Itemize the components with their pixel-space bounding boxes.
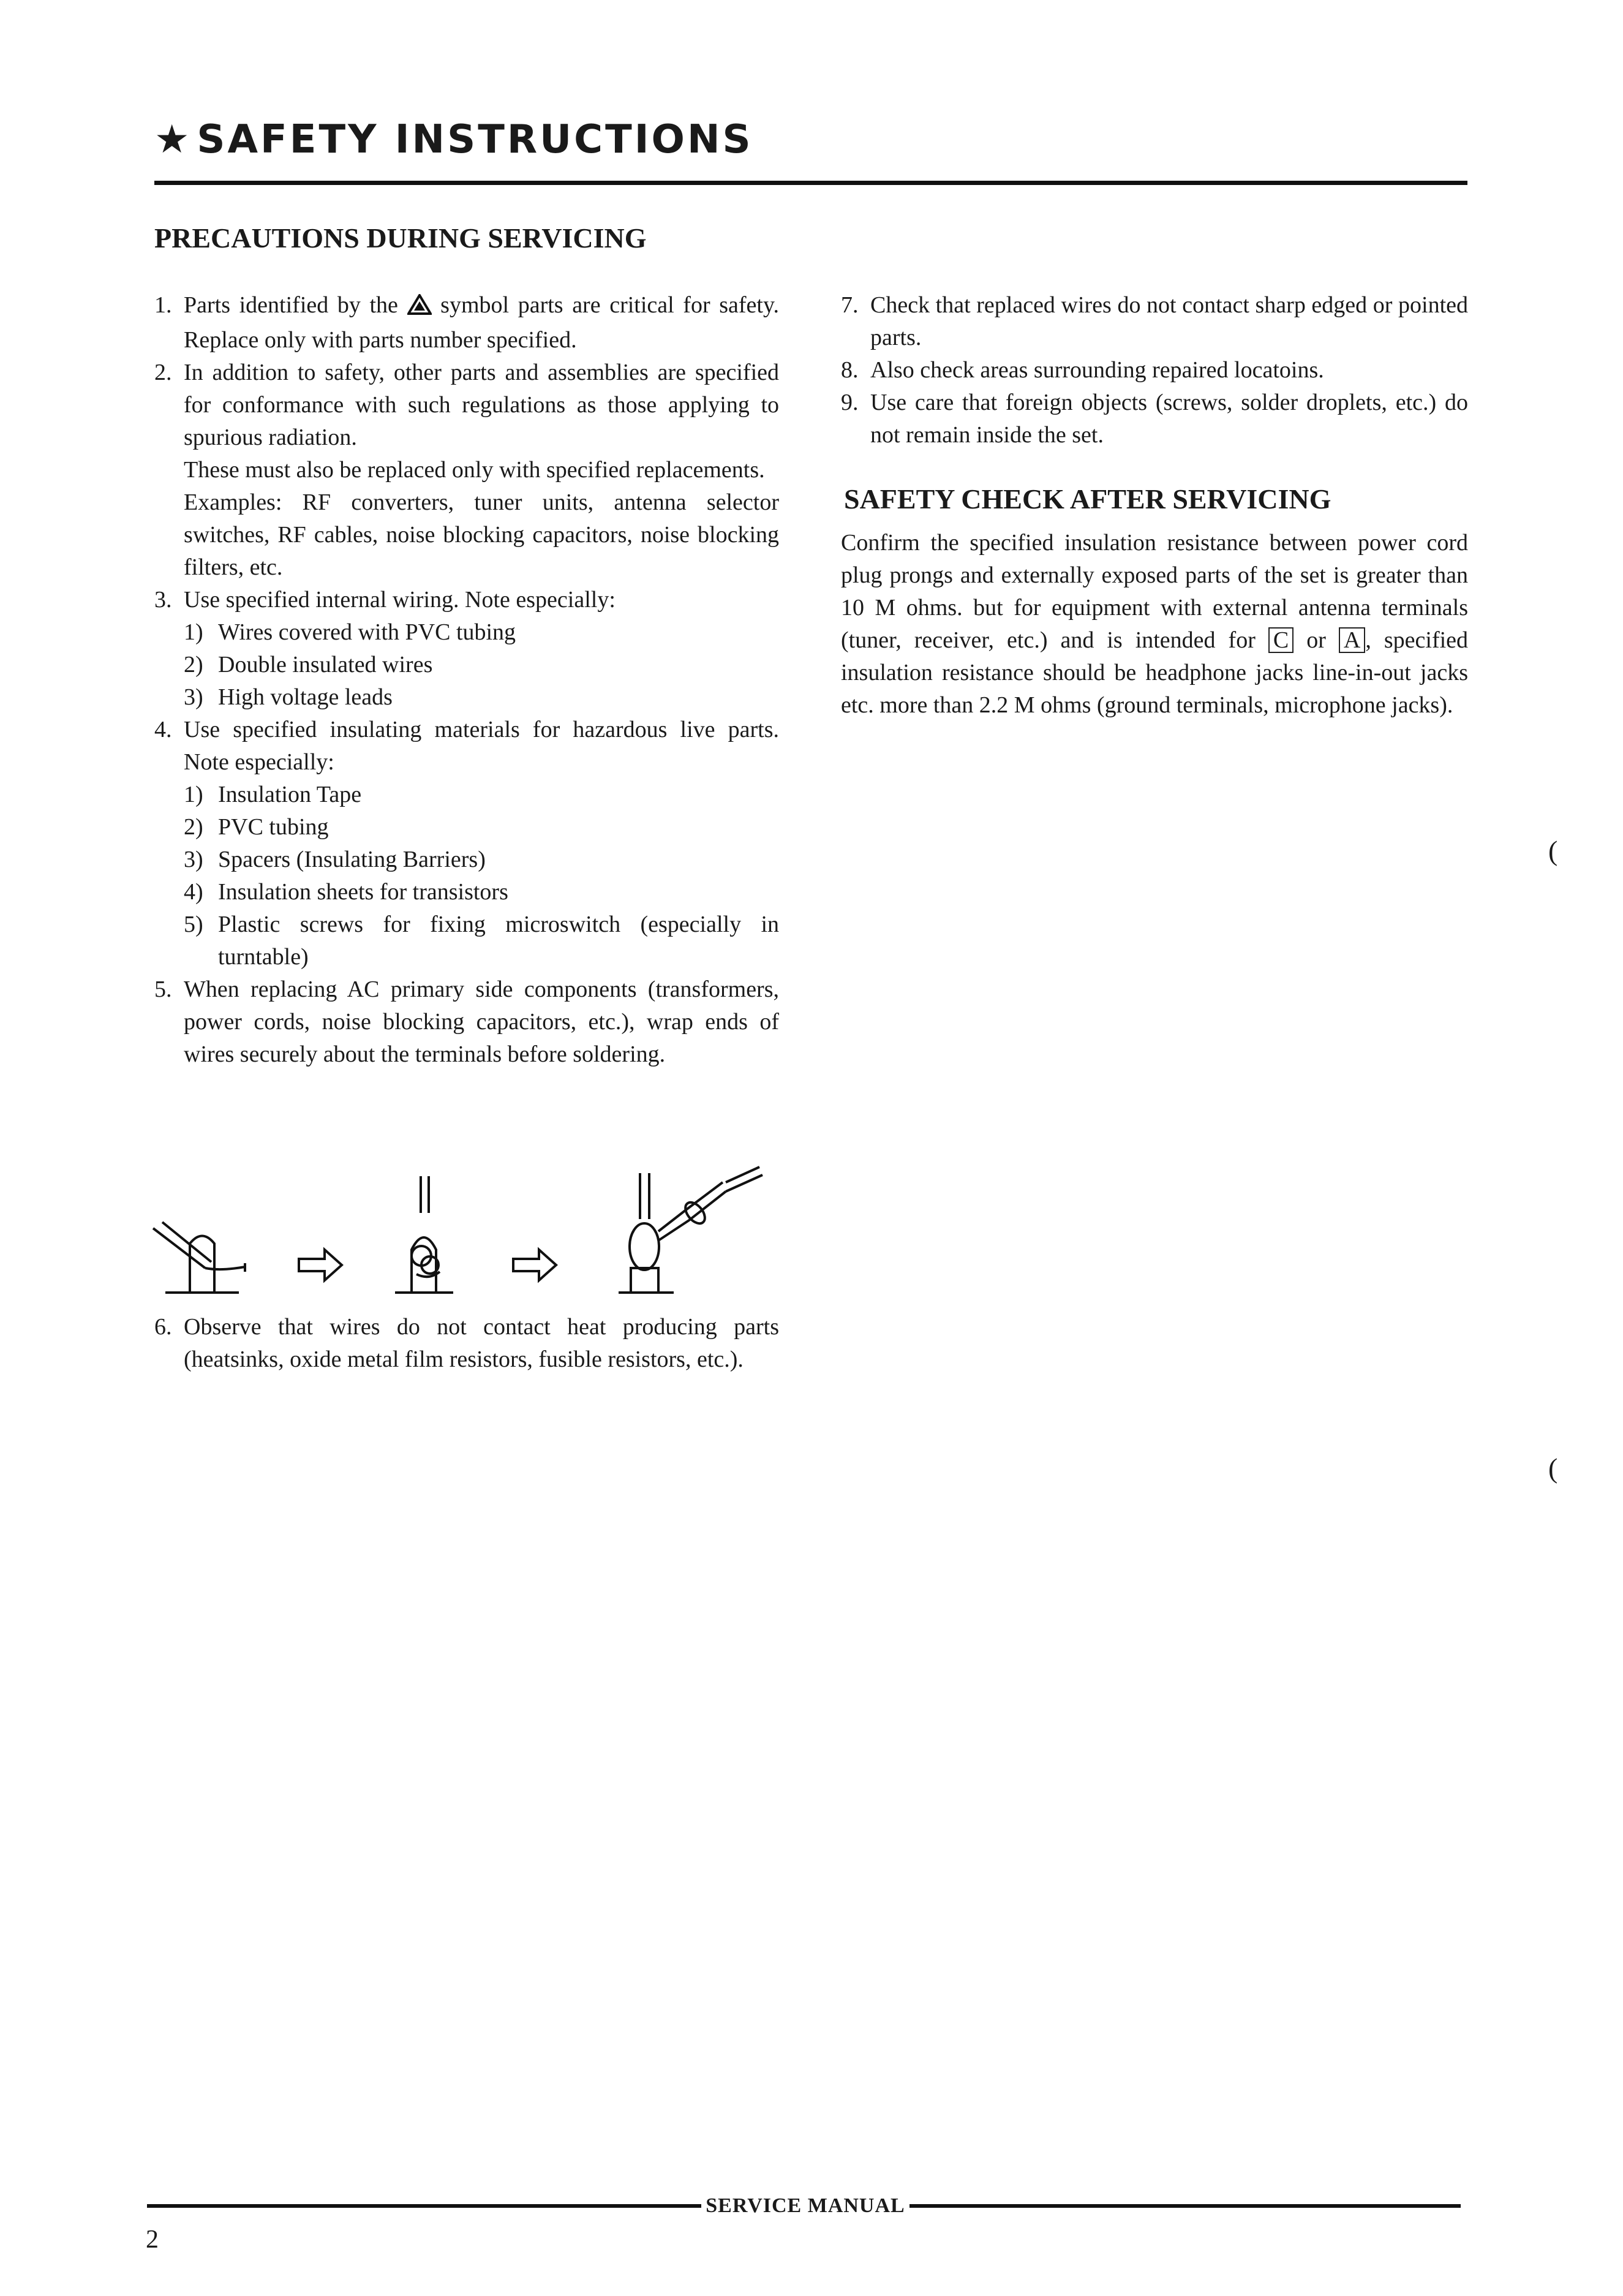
safety-check-heading: SAFETY CHECK AFTER SERVICING — [844, 483, 1331, 515]
footer-rule-right — [909, 2204, 1461, 2208]
list-item-6 — [154, 1311, 779, 1376]
sub-number: 5) — [184, 912, 203, 937]
sub-number: 2) — [184, 652, 203, 678]
sub-number: 1) — [184, 782, 203, 807]
list-number: 5. — [154, 976, 172, 1002]
star-icon: ★ — [154, 117, 192, 162]
safety-check-part2: , specified insulation resistance should be headphone jacks line-in-out jacks etc. more than 2.2 M ohms (ground terminals, microphone jacks). — [841, 627, 1469, 718]
list-number: 6. — [154, 1314, 172, 1340]
sub-text: Spacers (Insulating Barriers) — [218, 847, 486, 872]
list-number: 7. — [841, 292, 859, 318]
item3-text: Use specified internal wiring. Note especially: — [184, 587, 616, 613]
page-number: 2 — [146, 2226, 159, 2254]
item5-text: When replacing AC primary side components (transformers, power cords, noise blocking capacitors, etc.), wrap ends of wires securely about the terminals before soldering. — [184, 976, 779, 1067]
list-number: 2. — [154, 360, 172, 385]
item1-text-pre: Parts identified by the — [184, 292, 398, 318]
sub-number: 2) — [184, 814, 203, 840]
list-item-7 — [841, 289, 1468, 354]
terminal-step1-icon — [153, 1222, 245, 1293]
sub-item — [184, 908, 779, 973]
sub-number: 3) — [184, 847, 203, 872]
item6-text: Observe that wires do not contact heat producing parts (heatsinks, oxide metal film resistors, fusible resistors, etc.). — [184, 1314, 779, 1372]
sub-text: Plastic screws for fixing microswitch (especially in turntable) — [218, 912, 779, 970]
item1-text-post: symbol parts are critical for safety. Replace only with parts number specified. — [184, 292, 780, 353]
list-number: 1. — [154, 292, 172, 318]
list-number: 9. — [841, 390, 859, 415]
sub-text: Insulation sheets for transistors — [218, 879, 508, 905]
list-item-8 — [841, 354, 1468, 387]
sub-item — [184, 876, 779, 908]
footer-rule-left — [147, 2204, 701, 2208]
list-item-2 — [154, 357, 779, 584]
box-a-symbol: A — [1339, 627, 1365, 653]
safety-check-body — [841, 527, 1468, 722]
wire-wrapping-diagram — [147, 1164, 784, 1311]
sub-number: 4) — [184, 879, 203, 905]
item9-text: Use care that foreign objects (screws, solder droplets, etc.) do not remain inside the set. — [870, 390, 1468, 448]
list-item-3 — [154, 584, 779, 714]
list-item-5 — [154, 973, 779, 1071]
warning-triangle-icon — [407, 292, 432, 324]
item7-text: Check that replaced wires do not contact sharp edged or pointed parts. — [870, 292, 1468, 350]
sub-item — [184, 844, 779, 876]
title-rule — [154, 181, 1467, 185]
item8-text: Also check areas surrounding repaired locatoins. — [870, 357, 1324, 383]
sub-text: Insulation Tape — [218, 782, 362, 807]
left-column-continued — [154, 1311, 779, 1376]
safety-check-part1: Confirm the specified insulation resistance between power cord plug prongs and externally exposed parts of the set is greater than 10 M ohms. but for equipment with external antenna terminals (tuner, receiver, etc.) and is intended for — [841, 530, 1468, 653]
sub-text: High voltage leads — [218, 684, 393, 710]
sub-number: 3) — [184, 684, 203, 710]
right-arrow-icon — [299, 1250, 342, 1280]
left-column — [154, 289, 779, 1071]
or-text: or — [1306, 627, 1326, 653]
item2-text: In addition to safety, other parts and assemblies are specified for conformance with such regulations as those applying to spurious radiation. — [184, 360, 779, 450]
page-title-text: SAFETY INSTRUCTIONS — [197, 117, 753, 162]
sub-number: 1) — [184, 619, 203, 645]
box-c-symbol: C — [1268, 627, 1294, 653]
margin-mark: ( — [1548, 835, 1558, 866]
sub-item — [184, 811, 779, 844]
right-column — [841, 289, 1468, 451]
list-number: 8. — [841, 357, 859, 383]
sub-item — [184, 616, 779, 649]
sub-item — [184, 779, 779, 811]
list-item-4 — [154, 714, 779, 973]
item2-para2: These must also be replaced only with specified replacements. — [184, 457, 765, 483]
sub-item — [184, 649, 779, 681]
page-title — [154, 117, 753, 162]
list-item-1 — [154, 289, 779, 357]
safety-check-text — [841, 527, 1468, 722]
item4-text: Use specified insulating materials for hazardous live parts. Note especially: — [184, 717, 779, 775]
terminal-step2-icon — [395, 1176, 453, 1293]
list-item-9 — [841, 387, 1468, 451]
list-number: 4. — [154, 717, 172, 742]
precautions-heading: PRECAUTIONS DURING SERVICING — [154, 222, 647, 254]
item2-para3: Examples: RF converters, tuner units, antenna selector switches, RF cables, noise blocking capacitors, noise blocking filters, etc. — [184, 489, 779, 580]
sub-text: Double insulated wires — [218, 652, 433, 678]
right-arrow-icon — [513, 1250, 556, 1280]
footer-label: SERVICE MANUAL — [706, 2194, 905, 2217]
margin-mark: ( — [1548, 1452, 1558, 1484]
list-number: 3. — [154, 587, 172, 613]
sub-text: Wires covered with PVC tubing — [218, 619, 516, 645]
terminal-step3-soldered-icon — [619, 1167, 763, 1293]
sub-item — [184, 681, 779, 714]
sub-text: PVC tubing — [218, 814, 329, 840]
